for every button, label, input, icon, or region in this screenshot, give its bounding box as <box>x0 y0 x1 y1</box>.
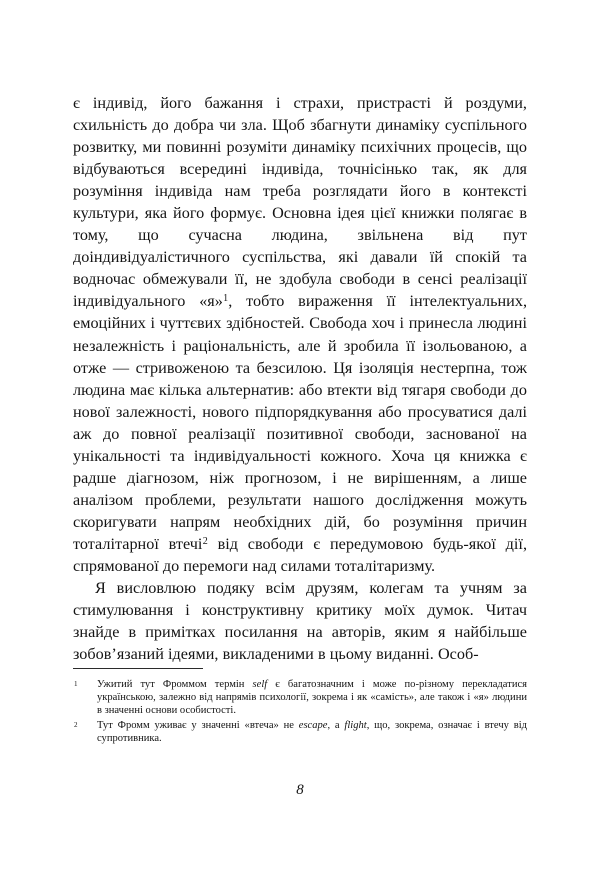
footnote-marker: 2 <box>74 720 78 729</box>
italic-term: flight <box>344 719 367 731</box>
footnote-marker: 1 <box>74 680 78 688</box>
footnote-separator-rule <box>73 668 203 669</box>
footnote-reference[interactable]: 2 <box>202 535 208 547</box>
footnote-item <box>73 678 527 718</box>
italic-term: escape <box>298 719 328 731</box>
footnote-text: Тут Фромм уживає у значенні «втеча» не escape, а flight, що, зокрема, означає і втечу від супротивника. <box>97 719 527 744</box>
footnote-section <box>73 668 527 746</box>
body-paragraph: є індивід, його бажання і страхи, пристрасті й роздуми, схильність до добра чи зла. Щоб збагнути динаміку суспільного розвитку, ми повинні розуміти динаміку психічних процесів, що відбуваються всередині індивіда, точнісінько так, як для розуміння індивіда нам треба розглядати його в контексті культури, яка його формує. Основна ідея цієї книжки полягає в тому, що сучасна людина, звільнена від пут доіндивідуалістичного суспільства, які давали їй спокій та водночас обмежували її, не здобула свободи в сенсі реалізації індивідуального «я»$^1$, тобто вираження її інтелектуальних, емоційних і чуттєвих здібностей. Свобода хоч і принесла людині незалежність і раціональність, але й зробила її ізольованою, а отже — стривоженою та безсилою. Ця ізоляція нестерпна, тож людина має кілька альтернатив: або втекти від тягаря свободи до нової залежності, нового підпорядкування або просуватися далі аж до повної реалізації позитивної свободи, заснованої на унікальності та індивідуальності кожного. Хоча ця книжка є радше діагнозом, ніж прогнозом, і не вирішенням, а лише аналізом проблеми, результати нашого дослідження можуть скоригувати напрям необхідних дій, бо розуміння причин тоталітарної втечі$^2$ від свободи є передумовою будь-якої дії, спрямованої до перемоги над силами тоталітаризму. <box>73 94 527 575</box>
italic-term: self <box>252 679 268 690</box>
body-paragraph: Я висловлюю подяку всім друзям, колегам та учням за стимулювання і конструктивну критику моїх думок. Читач знайде в примітках посилання на авторів, яким я найбільше зобов’язаний ідеями, викладеними в цьому виданні. Особ- <box>73 579 527 664</box>
footnote-item <box>73 719 527 745</box>
page-number: 8 <box>296 782 304 798</box>
footnote-reference[interactable]: 1 <box>223 293 229 305</box>
footnote-text: Ужитий тут Фроммом термін self є багатозначним і може по-різному перекладатися українською, залежно від напрямів психології, зокрема і як «самість», але також і «я» людини в значенні основи особистості. <box>97 679 527 717</box>
body-text-block <box>73 92 527 665</box>
